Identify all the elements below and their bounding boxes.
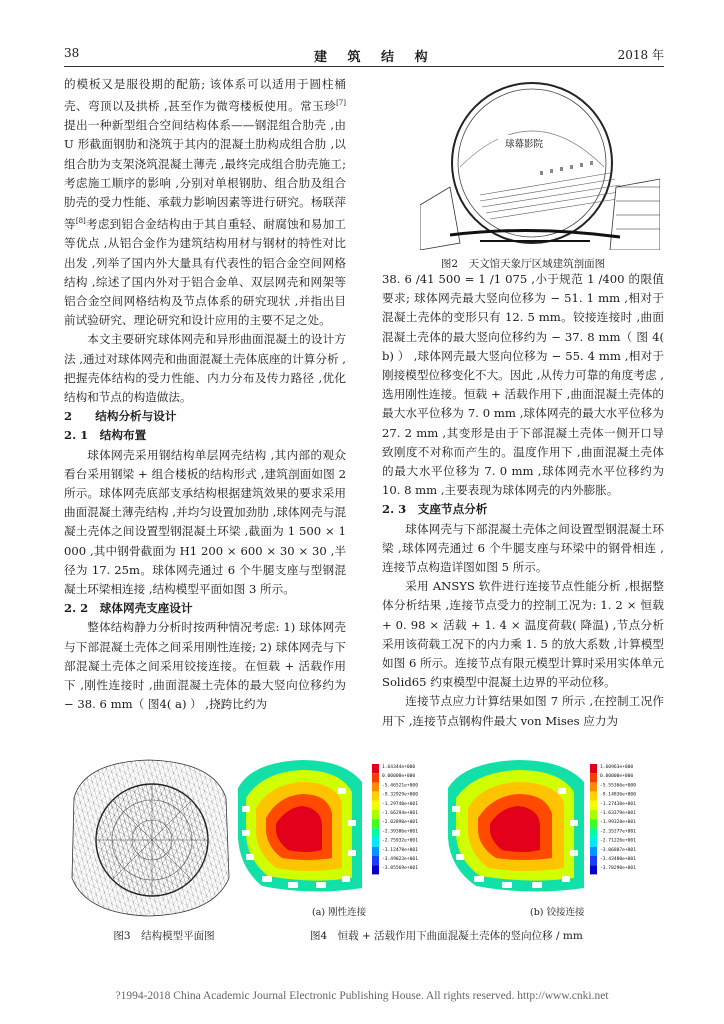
legend-swatch [372, 801, 379, 810]
legend-swatch [590, 865, 597, 874]
legend-label: -1.27430e+001 [600, 801, 636, 807]
paragraph: 本文主要研究球体网壳和异形曲面混凝土的设计方法 ,通过对球体网壳和曲面混凝土壳体底座的计算分析 ,把握壳体结构的受力性能、内力分布及传力路径 ,优化结构和节点的构造做法。 [64, 332, 346, 404]
legend-swatch [590, 847, 597, 856]
legend-label: -3.78290e+001 [600, 866, 636, 872]
subsection-heading: 2. 3 支座节点分析 [382, 502, 488, 517]
figure-3-plan-model [64, 758, 234, 918]
figure-4b-subcaption: (b) 铰接连接 [530, 907, 585, 918]
paragraph: 球体网壳采用钢结构单层网壳结构 ,其内部的观众看台采用钢梁 + 组合楼板的结构形式 ,建筑剖面如图 2 所示。球体网壳底部支承结构根据建筑效果的要求采用曲面混凝土薄壳结构 ,并均匀设置加劲肋 ,球体网壳与混凝土壳体之间设置型钢混凝土环梁 ,截面为 1 500 × 1 000 ,其中钢骨截面为 H1 200 × 600 × 30 × 30 ,半径为 17. 25m。球体网壳通过 6 个牛腿支座与型钢混凝土环梁相连接 ,结构模型平面如图 3 所示。 [64, 447, 346, 596]
legend-label: -3.85569e+001 [382, 866, 418, 872]
figure-4b-contour [440, 758, 662, 898]
publication-year: 2018 年 [617, 48, 664, 62]
legend-label: -1.99328e+001 [600, 820, 636, 826]
legend-label: -1.63379e+001 [600, 811, 636, 816]
legend-label: -3.06887e+001 [600, 847, 636, 853]
legend-label: 1.60963e+000 [600, 765, 634, 770]
subsection-heading: 2. 2 球体网壳支座设计 [64, 601, 193, 616]
figure-4a-subcaption: (a) 刚性连接 [312, 907, 367, 918]
legend-swatch [372, 828, 379, 837]
legend-label: -2.75932e+001 [382, 838, 418, 844]
legend-swatch [372, 810, 379, 819]
legend-swatch [590, 801, 597, 810]
citation-ref[interactable]: [7] [336, 99, 346, 108]
legend-swatch [590, 819, 597, 828]
legend-swatch [372, 856, 379, 865]
legend-label: -1.29740e+001 [382, 801, 418, 807]
legend-swatch [372, 865, 379, 874]
legend-label: -9.14836e+000 [600, 792, 636, 798]
header-rule [64, 66, 664, 67]
paragraph: 的模板又是服役期的配筋; 该体系可以适用于圆柱桶壳、弯顶以及拱桥 ,甚至作为微弯楼板使用。常玉珍[7]提出一种新型组合空间结构体系——钢混组合肋壳 ,由 U 形截面钢肋和浇筑于其内的混凝土肋构成组合肋 ,以组合肋为支架浇筑混凝土薄壳 ,最终完成组合肋壳施工; 考虑施工顺序的影响 ,分别对单根钢肋、组合肋及组合肋壳的受力性能、承载力影响因素等进行研究。杨联萍等[8]考虑到铝合金结构由于其自重轻、耐腐蚀和易加工等优点 ,从铝合金作为建筑结构用材与钢材的特性对比出发 ,列举了国内外大量具有代表性的铝合金空间网格结构 ,综述了国内外对于铝合金单、双层网壳和网架等铝合金空间网格结构及节点体系的研究现状 ,并指出目前试验研究、理论研究和设计应用的主要不足之处。 [64, 77, 346, 328]
legend-swatch [590, 856, 597, 865]
legend-label: -1.66294e+001 [382, 811, 418, 816]
figure-4-caption: 图4 恒载 + 活载作用下曲面混凝土壳体的竖向位移 / mm [310, 930, 583, 942]
paragraph: 采用 ANSYS 软件进行连接节点性能分析 ,根据整体分析结果 ,连接节点受力的控制工况为: 1. 2 × 恒载 + 0. 98 × 活载 + 1. 4 × 温度荷载( 降温) ,节点分析采用该荷载工况下的内力乘 1. 5 的放大系数 ,计算模型如图 6 所示。连接节点有限元模型计算时采用实体单元 Solid65 约束模型中混凝土边界的平动位移。 [382, 579, 664, 690]
paragraph: 连接节点应力计算结果如图 7 所示 ,在控制工况作用下 ,连接节点钢构件最大 von Mises 应力为 [382, 694, 664, 728]
citation-ref[interactable]: [8] [75, 217, 86, 226]
copyright-footer: ?1994-2018 China Academic Journal Electronic Publishing House. All rights reserved. http://www.cnki.net [115, 990, 609, 1002]
legend-swatch [372, 847, 379, 856]
figure-4a-contour [232, 758, 442, 898]
section-heading: 2 结构分析与设计 [64, 409, 177, 424]
legend-swatch [372, 792, 379, 801]
legend-swatch [590, 828, 597, 837]
page-header [64, 46, 664, 64]
legend-swatch [372, 838, 379, 847]
legend-swatch [590, 792, 597, 801]
legend-swatch [590, 773, 597, 782]
legend-label: 0.00000e+000 [600, 774, 634, 780]
legend-label: -9.32929e+000 [382, 792, 418, 798]
legend-label: 0.00000e+000 [382, 774, 416, 780]
legend-label: -5.55366e+000 [600, 783, 636, 789]
subsection-heading: 2. 1 结构布置 [64, 428, 147, 443]
figure-2-caption: 图2 天文馆天象厅区域建筑剖面图 [440, 258, 606, 270]
paragraph: 球体网壳与下部混凝土壳体之间设置型钢混凝土环梁 ,球体网壳通过 6 个牛腿支座与环梁中的钢骨相连 ,连接节点构造详图如图 5 所示。 [382, 521, 664, 575]
legend-swatch [590, 838, 597, 847]
legend-swatch [372, 764, 379, 773]
figure-label: 球幕影院 [504, 139, 544, 150]
legend-label: -2.71226e+001 [600, 838, 636, 844]
legend-label: -2.39386e+001 [382, 829, 418, 835]
legend-swatch [372, 773, 379, 782]
legend-label: -3.43480e+001 [600, 857, 636, 862]
legend-label: -3.12478e+001 [382, 847, 418, 853]
paragraph: 整体结构静力分析时按两种情况考虑: 1) 球体网壳与下部混凝土壳体之间采用刚性连接; 2) 球体网壳与下部混凝土壳体之间采用铰接连接。在恒载 + 活载作用下 ,刚性连接时 ,曲面混凝土壳体的最大竖向位移约为 − 38. 6 mm（ 图4( a) ） ,挠跨比约为 [64, 620, 346, 712]
legend-label: -2.02890e+001 [382, 820, 418, 826]
legend-swatch [590, 782, 597, 791]
legend-label: 1.64344e+000 [382, 765, 416, 770]
right-column [382, 270, 664, 731]
paragraph: 38. 6 /41 500 = 1 /1 075 ,小于规范 1 /400 的限值要求; 球体网壳最大竖向位移为 − 51. 1 mm ,相对于混凝土壳体的变形只有 12. 5 mm。铰接连接时 ,曲面混凝土壳体的最大竖向位移约为 − 37. 8 mm（ 图 4( b) ） ,球体网壳最大竖向位移为 − 55. 4 mm ,相对于刚接模型位移变化不大。因此 ,从传力可靠的角度考虑 ,选用刚性连接。恒载 + 活载作用下 ,曲面混凝土壳体的最大水平位移为 7. 0 mm ,球体网壳的最大水平位移为 27. 2 mm ,其变形是由于下部混凝土壳体一侧开口导致刚度不对称而产生的。温度作用下 ,曲面混凝土壳体的最大水平位移为 7. 0 mm ,球体网壳水平位移约为 10. 8 mm ,主要表现为球体网壳的内外膨胀。 [382, 272, 664, 498]
legend-swatch [590, 764, 597, 773]
legend-label: -5.46521e+000 [382, 783, 418, 789]
figure-2-section-drawing [420, 75, 660, 250]
legend-label: -2.35277e+001 [600, 829, 636, 835]
journal-title: 建 筑 结 构 [314, 50, 436, 65]
legend-swatch [372, 782, 379, 791]
legend-label: -3.49023e+001 [382, 857, 418, 862]
legend-swatch [372, 819, 379, 828]
figure-3-caption: 图3 结构模型平面图 [113, 930, 215, 942]
legend-swatch [590, 810, 597, 819]
page-number: 38 [64, 46, 80, 60]
left-column [64, 75, 346, 714]
